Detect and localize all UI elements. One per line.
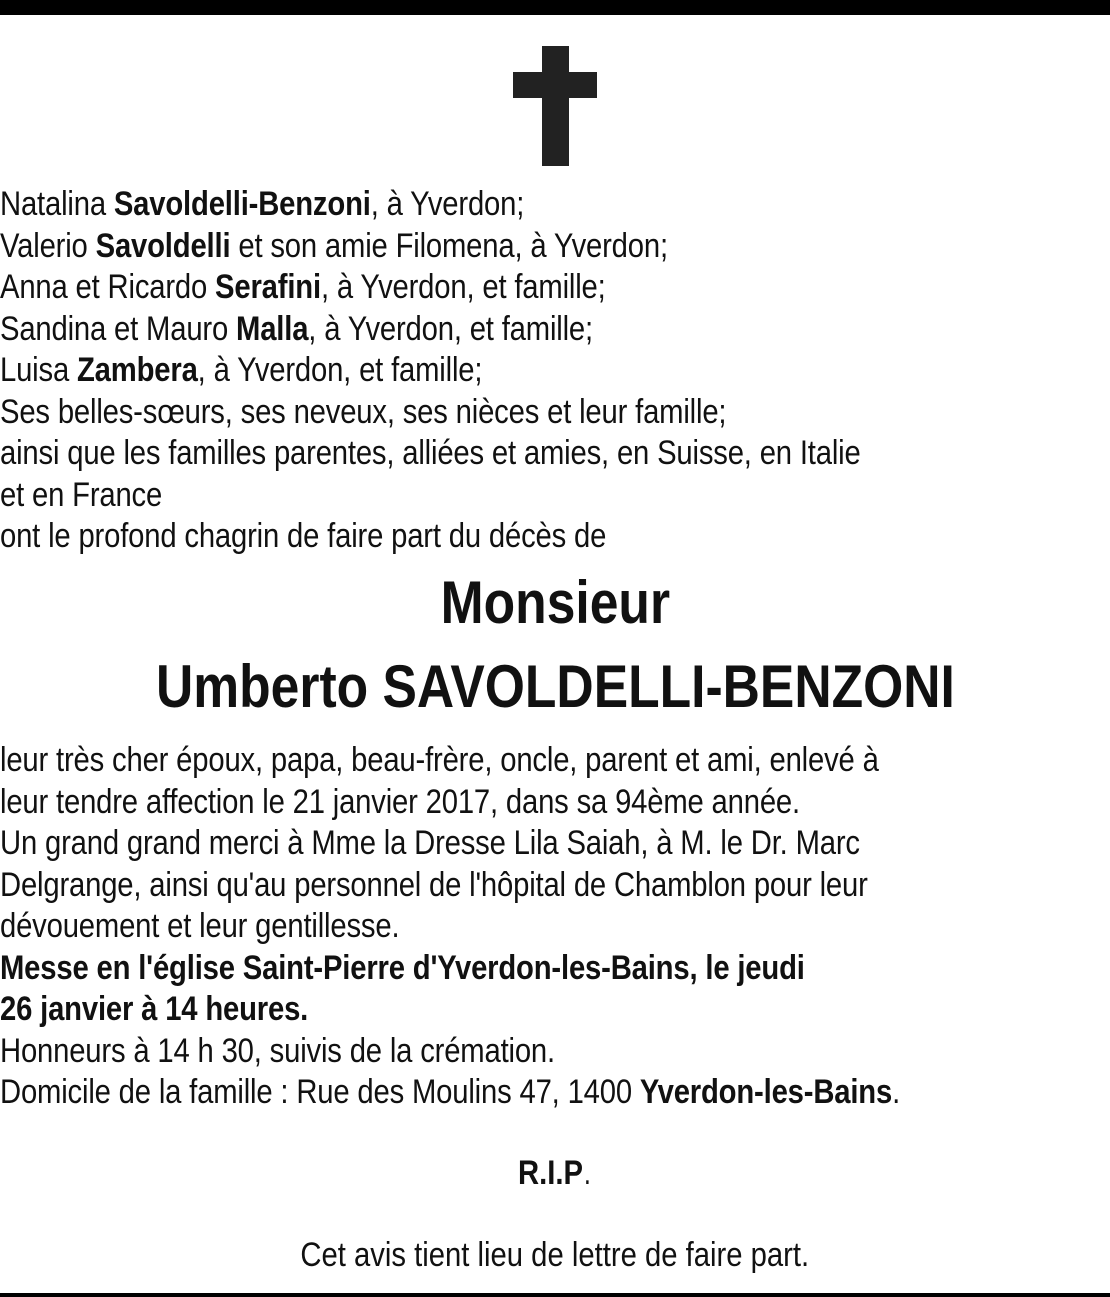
rip: R.I.P. bbox=[518, 1154, 591, 1192]
family-line: Sandina et Mauro Malla, à Yverdon, et famille; bbox=[0, 309, 593, 348]
honors-line: Honneurs à 14 h 30, suivis de la crémation. bbox=[0, 1031, 555, 1070]
family-line: ainsi que les familles parentes, alliées et amies, en Suisse, en Italie bbox=[0, 434, 861, 472]
family-list bbox=[0, 184, 946, 558]
family-line: Anna et Ricardo Serafini, à Yverdon, et famille; bbox=[0, 268, 606, 306]
title-monsieur: Monsieur bbox=[440, 569, 670, 636]
body-line: Delgrange, ainsi qu'au personnel de l'hôpital de Chamblon pour leur bbox=[0, 865, 868, 904]
top-border bbox=[0, 0, 1110, 15]
family-line: Ses belles-sœurs, ses neveux, ses nièces et leur famille; bbox=[0, 392, 727, 431]
family-line: Natalina Savoldelli-Benzoni, à Yverdon; bbox=[0, 185, 525, 223]
ceremony-line: Messe en l'église Saint-Pierre d'Yverdon-les-Bains, le jeudi bbox=[0, 948, 805, 987]
body-line: leur tendre affection le 21 janvier 2017, dans sa 94ème année. bbox=[0, 782, 800, 821]
family-line: et en France bbox=[0, 475, 163, 514]
domicile-line: Domicile de la famille : Rue des Moulins 47, 1400 Yverdon-les-Bains. bbox=[0, 1073, 901, 1111]
body-line: Un grand grand merci à Mme la Dresse Lila Saiah, à M. le Dr. Marc bbox=[0, 824, 860, 862]
body-text bbox=[0, 740, 946, 1114]
family-line: Luisa Zambera, à Yverdon, et famille; bbox=[0, 351, 483, 389]
body-line: dévouement et leur gentillesse. bbox=[0, 907, 400, 945]
deceased-name: Umberto SAVOLDELLI-BENZONI bbox=[155, 653, 955, 720]
bottom-border bbox=[0, 1293, 1110, 1297]
footer-note: Cet avis tient lieu de lettre de faire part. bbox=[300, 1236, 810, 1274]
body-line: leur très cher époux, papa, beau-frère, oncle, parent et ami, enlevé à bbox=[0, 741, 879, 779]
ceremony-line: 26 janvier à 14 heures. bbox=[0, 990, 309, 1028]
announcement-line: ont le profond chagrin de faire part du décès de bbox=[0, 517, 607, 555]
cross-icon bbox=[513, 46, 597, 166]
family-line: Valerio Savoldelli et son amie Filomena, à Yverdon; bbox=[0, 226, 668, 265]
